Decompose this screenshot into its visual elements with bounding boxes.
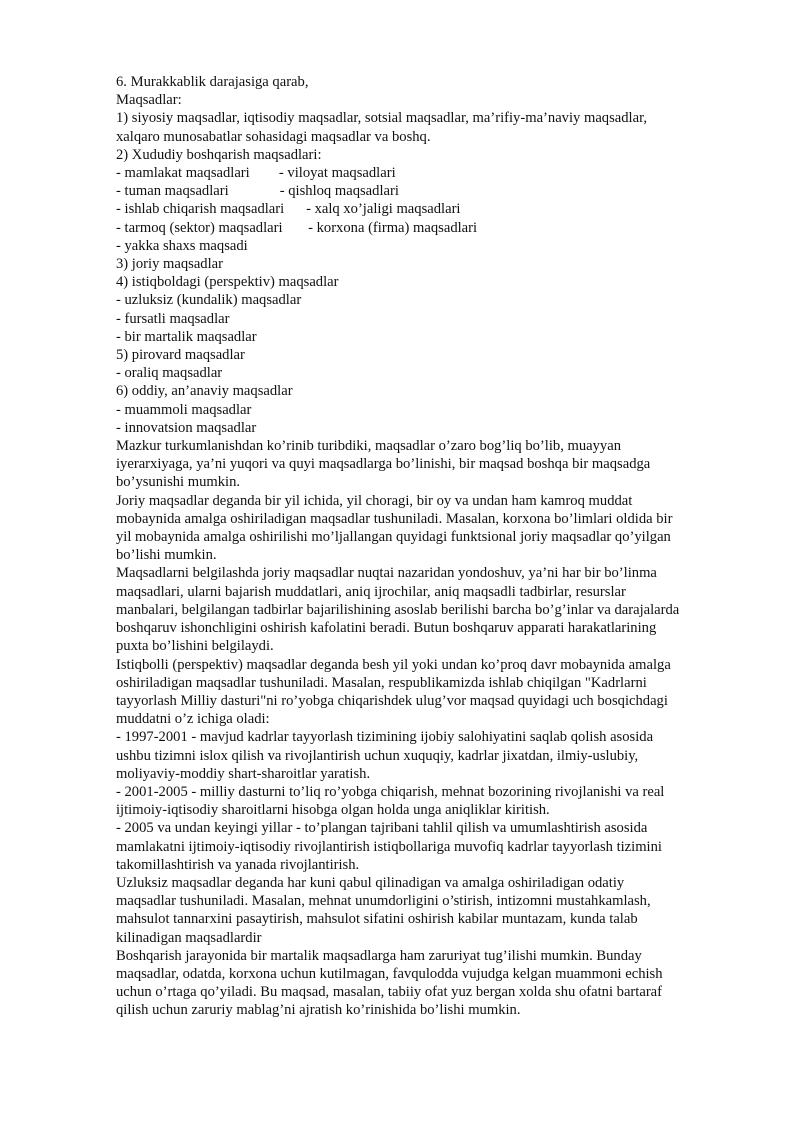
goal-types-list [116,237,736,437]
paragraph [116,492,736,565]
list-item-pair: - tuman maqsadlari - qishloq maqsadlari [116,183,399,200]
paragraph-line: oshiriladigan maqsadlar tushuniladi. Masalan, respublikamizda ishlab chiqilgan "Kadrlarni [116,674,647,691]
paragraph-line: manbalari, belgilangan tadbirlar bajarilishining asoslab berilishi barcha bo’g’inlar va darajalarda [116,601,680,618]
paragraph-line: boshqaruv ishonchligini oshirish kafolatini beradi. Butun boshqaruv apparati harakatlarining [116,620,657,637]
paragraph-line: Uzluksiz maqsadlar deganda har kuni qabul qilinadigan va amalga oshiriladigan odatiy [116,874,625,891]
paragraph [116,728,736,783]
paragraph-line: - 1997-2001 - mavjud kadrlar tayyorlash tizimining ijobiy salohiyatini saqlab qolish asosida [116,729,654,746]
paragraph-line: Maqsadlarni belgilashda joriy maqsadlar nuqtai nazaridan yondoshuv, ya’ni har bir bo’linma [116,565,657,582]
paragraph-line: yil mobaynida amalga oshirilishi mo’ljallangan quyidagi funktsional joriy maqsadlar qo’yilgan [116,529,671,546]
paragraph [116,819,736,874]
list-item-pair: - mamlakat maqsadlari - viloyat maqsadlari [116,165,396,182]
paragraph-line: qilish uchun zaruriy mablag’ni ajratish ko’rinishida bo’lishi mumkin. [116,1002,521,1019]
paragraph-line: bo’lishi mumkin. [116,547,217,564]
paragraph-line: - 2005 va undan keyingi yillar - to’plangan tajribani tahlil qilish va umumlashtirish asosida [116,820,648,837]
paragraph-line: ijtimoiy-iqtisodiy sharoitlarni hisobga olgan holda unga aniqliklar kiritish. [116,802,550,819]
body-paragraphs [116,437,736,1020]
paragraph-line: bo’ysunishi mumkin. [116,474,241,491]
list-item-pair: - ishlab chiqarish maqsadlari - xalq xo’jaligi maqsadlari [116,201,461,218]
paragraph [116,437,736,492]
paragraph-line: takomillashtirish va yanada rivojlantirish. [116,856,360,873]
list-item: - innovatsion maqsadlar [116,419,257,436]
intro-block [116,73,736,164]
paragraph-line: iyerarxiyaga, ya’ni yuqori va quyi maqsadlarga bo’linishi, bir maqsad boshqa bir maqsadga [116,456,651,473]
paragraph-line: muddatni o’z ichiga oladi: [116,711,270,728]
paragraph-line: mamlakatni ijtimoiy-iqtisodiy rivojlantirish istiqbollariga muvofiq kadrlar tayyorlash tizimini [116,838,662,855]
paragraph-line: uchun o’rtaga qo’yiladi. Bu maqsad, masalan, tabiiy ofat yuz bergan xolda shu ofatni bartaraf [116,984,663,1001]
paragraph-line: moliyaviy-moddiy shart-sharoitlar yaratish. [116,765,371,782]
list-item: 3) joriy maqsadlar [116,256,223,273]
paragraph-line: tayyorlash Milliy dasturi"ni ro’yobga chiqarishdek ulug’vor maqsad quyidagi uch bosqichdagi [116,692,668,709]
paragraph [116,783,736,819]
regional-goals-list [116,164,736,237]
text-line: 1) siyosiy maqsadlar, iqtisodiy maqsadlar, sotsial maqsadlar, ma’rifiy-ma’naviy maqsadlar, [116,110,648,127]
paragraph-line: Boshqarish jarayonida bir martalik maqsadlarga ham zaruriyat tug’ilishi mumkin. Bunday [116,947,642,964]
paragraph [116,947,736,1020]
list-item: - muammoli maqsadlar [116,401,252,418]
list-item: 5) pirovard maqsadlar [116,347,245,364]
paragraph-line: Istiqbolli (perspektiv) maqsadlar deganda besh yil yoki undan ko’proq davr mobaynida amalga [116,656,671,673]
text-line: 6. Murakkablik darajasiga qarab, [116,74,309,90]
paragraph-line: mahsulot tannarxini pasaytirish, mahsulot sifatini oshirish kabilar muntazam, kunda talab [116,911,638,928]
list-item: - uzluksiz (kundalik) maqsadlar [116,292,302,309]
list-item-pair: - tarmoq (sektor) maqsadlari - korxona (firma) maqsadlari [116,219,478,236]
paragraph [116,656,736,729]
list-item: - fursatli maqsadlar [116,310,230,327]
list-item: - bir martalik maqsadlar [116,328,257,345]
list-item: 4) istiqboldagi (perspektiv) maqsadlar [116,274,339,291]
paragraph [116,564,736,655]
paragraph [116,874,736,947]
paragraph-line: mobaynida amalga oshiriladigan maqsadlar tushuniladi. Masalan, korxona bo’limlari oldida bir [116,510,673,527]
paragraph-line: maqsadlar tushuniladi. Masalan, mehnat unumdorligini o’stirish, intizomni mustahkamlash, [116,893,651,910]
text-line: Maqsadlar: [116,92,182,109]
paragraph-line: ushbu tizimni islox qilish va rivojlantirish uchun xuquqiy, kadrlar jixatdan, ilmiy-uslubiy, [116,747,639,764]
paragraph-line: maqsadlar, odatda, korxona uchun kutilmagan, favqulodda vujudga kelgan muammoni echish [116,965,663,982]
paragraph-line: maqsadlari, ularni bajarish muddatlari, aniq ijrochilar, aniq maqsadli tadbirlar, resurslar [116,583,626,600]
document-page [116,73,736,1020]
paragraph-line: kilinadigan maqsadlardir [116,929,262,946]
text-line: 2) Xududiy boshqarish maqsadlari: [116,146,322,163]
paragraph-line: Joriy maqsadlar deganda bir yil ichida, yil choragi, bir oy va undan ham kamroq muddat [116,492,633,509]
paragraph-line: - 2001-2005 - milliy dasturni to’liq ro’yobga chiqarish, mehnat bozorining rivojlanishi va real [116,783,665,800]
list-item: - yakka shaxs maqsadi [116,237,248,254]
list-item: 6) oddiy, an’anaviy maqsadlar [116,383,293,400]
text-line: xalqaro munosabatlar sohasidagi maqsadlar va boshq. [116,128,431,145]
list-item: - oraliq maqsadlar [116,365,223,382]
paragraph-line: Mazkur turkumlanishdan ko’rinib turibdiki, maqsadlar o’zaro bog’liq bo’lib, muayyan [116,438,621,455]
paragraph-line: puxta bo’lishini belgilaydi. [116,638,274,655]
